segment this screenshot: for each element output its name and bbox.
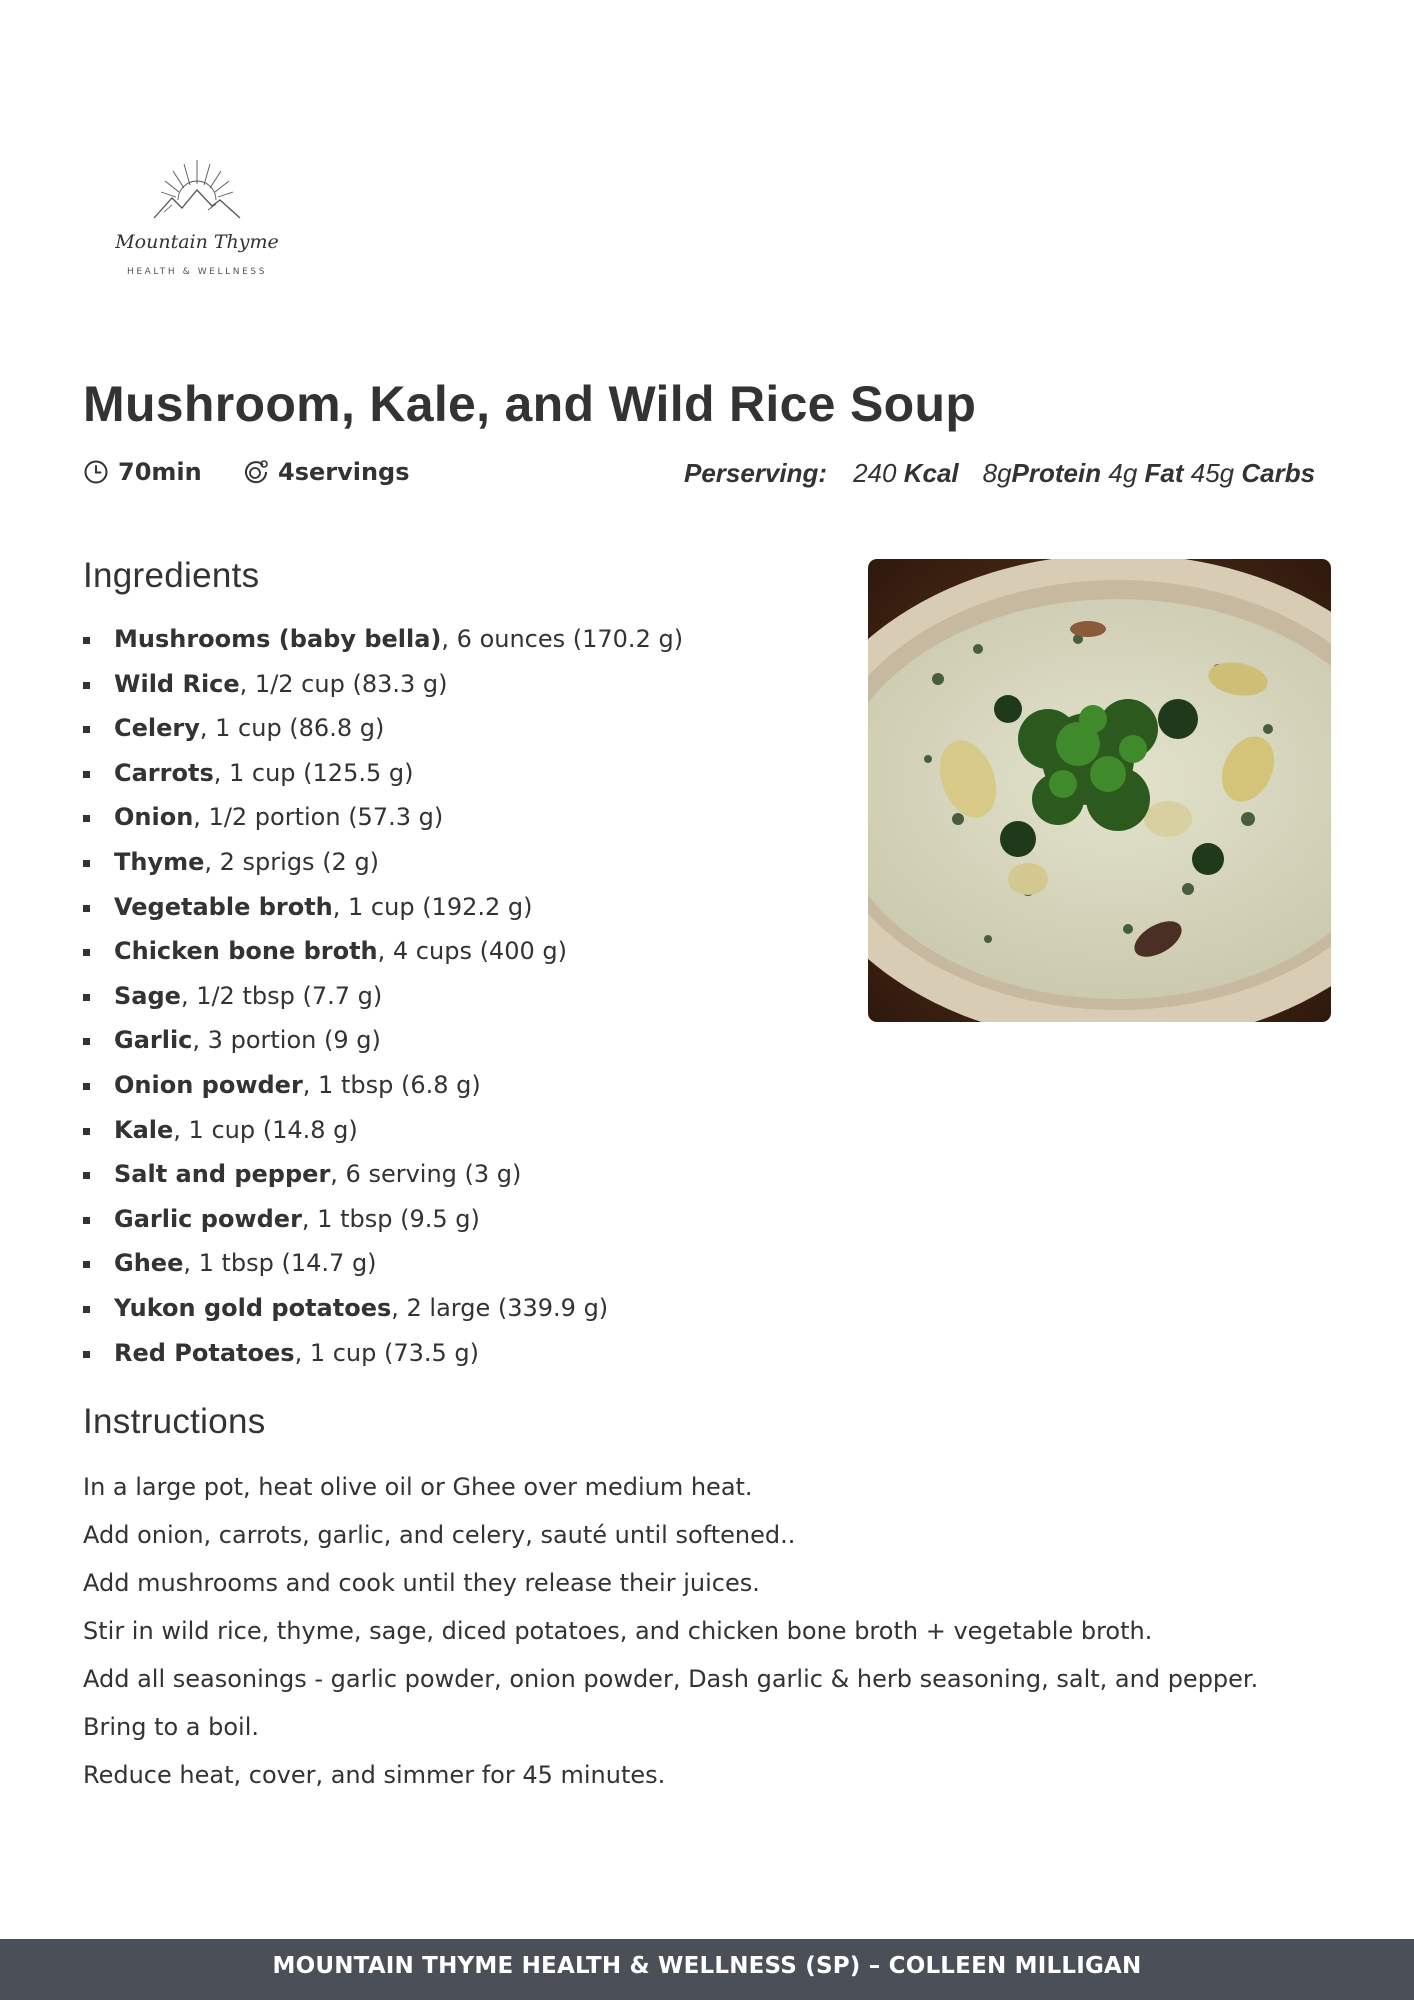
clock-icon	[83, 459, 109, 485]
instruction-step: Bring to a boil.	[83, 1713, 260, 1741]
servings-icon	[243, 459, 269, 485]
soup-photo	[868, 559, 1331, 1022]
ingredient-name: Kale	[114, 1115, 174, 1144]
ingredient-name: Celery	[114, 714, 200, 743]
instruction-step: Stir in wild rice, thyme, sage, diced potatoes, and chicken bone broth + vegetable broth.	[83, 1617, 1153, 1645]
ingredient-item	[83, 885, 683, 930]
ingredient-amount: , 1 tbsp (14.7 g)	[183, 1249, 377, 1278]
ingredient-amount: , 1 tbsp (9.5 g)	[301, 1204, 480, 1233]
fat-label: Fat	[1144, 458, 1184, 488]
ingredient-item	[83, 1241, 683, 1286]
ingredient-amount: , 1 cup (14.8 g)	[173, 1115, 358, 1144]
ingredients-heading: Ingredients	[83, 556, 260, 595]
brand-logo	[112, 150, 282, 290]
ingredient-name: Ghee	[114, 1249, 184, 1278]
ingredient-item	[83, 1063, 683, 1108]
instructions-heading: Instructions	[83, 1402, 266, 1441]
carbs-value: 45g	[1190, 458, 1235, 488]
ingredient-name: Onion powder	[114, 1070, 303, 1099]
ingredient-item	[83, 1152, 683, 1197]
ingredient-item	[83, 840, 683, 885]
svg-text:HEALTH & WELLNESS: HEALTH & WELLNESS	[126, 267, 268, 277]
recipe-meta	[83, 458, 1316, 494]
ingredient-name: Red Potatoes	[114, 1338, 295, 1367]
nutrition-summary	[684, 458, 1315, 489]
kcal-value: 240	[853, 458, 897, 488]
ingredient-item	[83, 751, 683, 796]
nutrition-label: Perserving:	[684, 458, 828, 488]
ingredient-item	[83, 1286, 683, 1331]
carbs-label: Carbs	[1241, 458, 1316, 488]
kcal-label: Kcal	[903, 458, 959, 488]
ingredient-item	[83, 706, 683, 751]
svg-text:Mountain Thyme: Mountain Thyme	[115, 231, 279, 253]
ingredient-item	[83, 974, 683, 1019]
ingredient-list	[83, 617, 683, 1375]
ingredient-amount: , 1 cup (86.8 g)	[199, 714, 385, 743]
servings	[243, 458, 410, 486]
fat-value: 4g	[1108, 458, 1138, 488]
ingredient-item	[83, 795, 683, 840]
ingredient-amount: , 1 tbsp (6.8 g)	[302, 1070, 481, 1099]
instruction-step: Reduce heat, cover, and simmer for 45 minutes.	[83, 1761, 666, 1789]
servings-value: 4servings	[278, 458, 410, 486]
recipe-title: Mushroom, Kale, and Wild Rice Soup	[83, 376, 977, 432]
prep-time-value: 70min	[118, 458, 202, 486]
ingredient-name: Salt and pepper	[114, 1160, 331, 1189]
ingredient-amount: , 3 portion (9 g)	[192, 1026, 381, 1055]
ingredient-amount: , 4 cups (400 g)	[377, 937, 567, 966]
ingredient-name: Onion	[114, 803, 194, 832]
ingredient-item	[83, 617, 683, 662]
ingredient-amount: , 2 sprigs (2 g)	[204, 847, 380, 876]
ingredient-item	[83, 929, 683, 974]
ingredient-name: Vegetable broth	[114, 892, 333, 921]
ingredient-amount: , 1/2 portion (57.3 g)	[193, 803, 444, 832]
ingredient-name: Thyme	[114, 847, 205, 876]
ingredient-name: Mushrooms (baby bella)	[114, 625, 442, 653]
ingredient-item	[83, 1197, 683, 1242]
protein-value: 8g	[982, 458, 1012, 488]
ingredient-amount: , 1 cup (73.5 g)	[294, 1338, 480, 1367]
ingredient-amount: , 1/2 cup (83.3 g)	[239, 669, 448, 698]
ingredient-name: Sage	[114, 981, 181, 1010]
protein-label: Protein	[1011, 458, 1102, 488]
ingredient-amount: , 6 serving (3 g)	[330, 1160, 522, 1189]
ingredient-item	[83, 662, 683, 707]
ingredient-name: Chicken bone broth	[114, 937, 378, 966]
ingredient-name: Garlic powder	[114, 1204, 302, 1233]
ingredient-item	[83, 1108, 683, 1153]
page-footer: MOUNTAIN THYME HEALTH & WELLNESS (SP) – COLLEEN MILLIGAN	[0, 1939, 1414, 2000]
ingredient-item	[83, 1018, 683, 1063]
instruction-list	[83, 1463, 1258, 1799]
ingredient-name: Carrots	[114, 758, 214, 787]
ingredient-name: Wild Rice	[114, 669, 240, 698]
soup-bowl-image	[868, 559, 1331, 1022]
ingredient-amount: , 1/2 tbsp (7.7 g)	[180, 981, 383, 1010]
ingredient-name: Yukon gold potatoes	[114, 1293, 392, 1322]
instruction-step: Add onion, carrots, garlic, and celery, sauté until softened..	[83, 1521, 796, 1549]
ingredient-name: Garlic	[114, 1026, 193, 1055]
instruction-step: Add all seasonings - garlic powder, onion powder, Dash garlic & herb seasoning, salt, and pepper.	[83, 1665, 1259, 1693]
ingredient-amount: , 2 large (339.9 g)	[391, 1293, 609, 1322]
ingredient-amount: , 1 cup (125.5 g)	[213, 758, 414, 787]
ingredient-item	[83, 1331, 683, 1376]
instruction-step: Add mushrooms and cook until they release their juices.	[83, 1569, 760, 1597]
ingredient-amount: , 1 cup (192.2 g)	[332, 892, 533, 921]
instruction-step: In a large pot, heat olive oil or Ghee over medium heat.	[83, 1473, 753, 1501]
ingredient-amount: , 6 ounces (170.2 g)	[441, 625, 684, 653]
prep-time	[83, 458, 202, 486]
mountain-sunrise-logo-icon	[112, 150, 282, 290]
